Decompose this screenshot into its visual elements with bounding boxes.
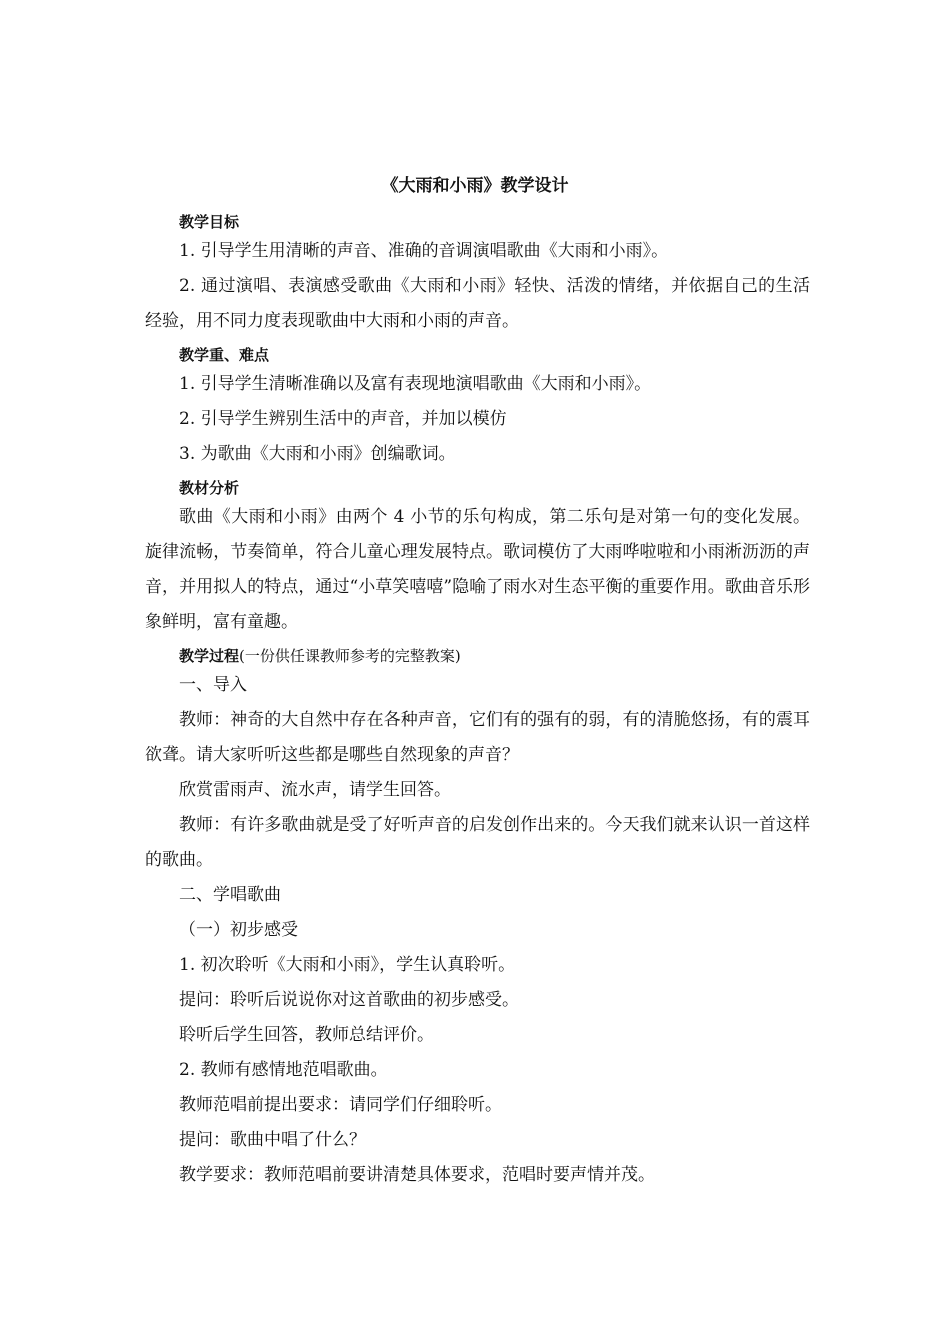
process-heading-note: (一份供任课教师参考的完整教案)	[239, 647, 461, 665]
document-title: 《大雨和小雨》教学设计	[381, 176, 569, 196]
key-point-item-2: 2. 引导学生辨别生活中的声音，并加以模仿	[179, 409, 507, 429]
key-point-item-1: 1. 引导学生清晰准确以及富有表现地演唱歌曲《大雨和小雨》。	[179, 374, 652, 394]
process-paragraph: 教师：神奇的大自然中存在各种声音，它们有的强有的弱，有的清脆悠扬，有的震耳欲聋。请大家听听这些都是哪些自然现象的声音？	[145, 710, 810, 765]
process-paragraph: 一、导入	[179, 675, 247, 695]
document-body	[145, 206, 810, 1193]
process-paragraph: 教师：有许多歌曲就是受了好听声音的启发创作出来的。今天我们就来认识一首这样的歌曲。	[145, 815, 810, 870]
section-heading-key-points: 教学重、难点	[179, 346, 270, 364]
process-paragraph: 聆听后学生回答，教师总结评价。	[179, 1025, 434, 1045]
section-heading-process	[145, 647, 810, 665]
process-paragraph: 二、学唱歌曲	[179, 885, 281, 905]
process-paragraph: （一）初步感受	[179, 920, 298, 940]
process-paragraph: 教师范唱前提出要求：请同学们仔细聆听。	[179, 1095, 502, 1115]
process-paragraph: 提问：聆听后说说你对这首歌曲的初步感受。	[179, 990, 519, 1010]
goal-item-1: 1. 引导学生用清晰的声音、准确的音调演唱歌曲《大雨和小雨》。	[179, 241, 669, 261]
process-heading-label: 教学过程	[179, 647, 240, 665]
analysis-paragraph: 歌曲《大雨和小雨》由两个 4 小节的乐句构成，第二乐句是对第一句的变化发展。旋律流畅，节奏简单，符合儿童心理发展特点。歌词模仿了大雨哗啦啦和小雨淅沥沥的声音，并用拟人的特点，通过“小草笑嘻嘻”隐喻了雨水对生态平衡的重要作用。歌曲音乐形象鲜明，富有童趣。	[145, 507, 810, 632]
goal-item-2: 2. 通过演唱、表演感受歌曲《大雨和小雨》轻快、活泼的情绪，并依据自己的生活经验，用不同力度表现歌曲中大雨和小雨的声音。	[145, 276, 810, 331]
process-paragraph: 欣赏雷雨声、流水声，请学生回答。	[179, 780, 451, 800]
process-paragraph: 教学要求：教师范唱前要讲清楚具体要求，范唱时要声情并茂。	[179, 1165, 655, 1185]
section-heading-analysis: 教材分析	[179, 479, 240, 497]
key-point-item-3: 3. 为歌曲《大雨和小雨》创编歌词。	[179, 444, 456, 464]
process-paragraph: 1. 初次聆听《大雨和小雨》，学生认真聆听。	[179, 955, 516, 975]
process-paragraph: 2. 教师有感情地范唱歌曲。	[179, 1060, 388, 1080]
section-heading-goals: 教学目标	[179, 213, 240, 231]
process-paragraph: 提问：歌曲中唱了什么？	[179, 1130, 366, 1150]
